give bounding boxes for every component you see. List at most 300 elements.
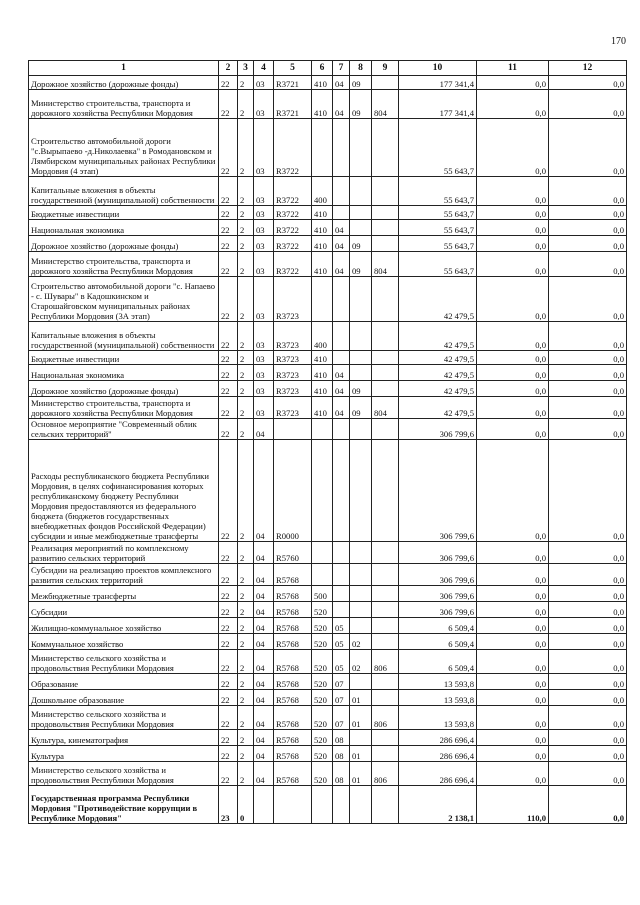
cell-col-expense-type: 520	[312, 762, 333, 786]
cell-col-ministry	[372, 746, 399, 762]
cell-row-name: Бюджетные инвестиции	[29, 351, 219, 365]
cell-col-subsection	[350, 351, 372, 365]
table-row	[29, 786, 627, 824]
cell-col-expense-type: 410	[312, 252, 333, 277]
cell-col-subprogram: 2	[238, 762, 254, 786]
cell-col-ministry	[372, 322, 399, 351]
cell-amount-2022: 0,0	[477, 618, 549, 634]
column-header: 12	[549, 61, 627, 76]
cell-col-subsection	[350, 419, 372, 440]
cell-col-section: 04	[333, 365, 350, 381]
cell-amount-2021: 13 593,8	[399, 690, 477, 706]
cell-col-subprogram: 2	[238, 586, 254, 602]
cell-col-subsection	[350, 564, 372, 586]
cell-col-program: 22	[219, 542, 238, 564]
cell-col-event: 03	[254, 322, 274, 351]
cell-col-expense-type: 410	[312, 76, 333, 90]
cell-col-section: 05	[333, 618, 350, 634]
cell-col-ministry	[372, 119, 399, 177]
cell-col-event: 04	[254, 746, 274, 762]
cell-col-expense-type: 520	[312, 730, 333, 746]
cell-col-subprogram: 2	[238, 650, 254, 674]
cell-col-program: 22	[219, 381, 238, 397]
cell-col-section	[333, 542, 350, 564]
cell-col-subprogram: 2	[238, 542, 254, 564]
cell-col-ministry	[372, 564, 399, 586]
cell-col-subprogram: 2	[238, 351, 254, 365]
cell-amount-2022: 110,0	[477, 786, 549, 824]
cell-col-ministry: 804	[372, 90, 399, 119]
cell-col-subprogram: 2	[238, 419, 254, 440]
cell-col-event: 04	[254, 674, 274, 690]
cell-col-section: 07	[333, 706, 350, 730]
cell-col-expense-type: 410	[312, 90, 333, 119]
cell-col-subsection: 09	[350, 90, 372, 119]
cell-col-expense-type: 410	[312, 351, 333, 365]
cell-col-event: 04	[254, 586, 274, 602]
cell-col-subprogram: 2	[238, 564, 254, 586]
cell-amount-2021: 42 479,5	[399, 365, 477, 381]
cell-amount-2021: 42 479,5	[399, 322, 477, 351]
cell-amount-2023: 0,0	[549, 90, 627, 119]
cell-col-ministry	[372, 618, 399, 634]
cell-amount-2023: 0,0	[549, 690, 627, 706]
cell-amount-2022: 0,0	[477, 365, 549, 381]
cell-row-name: Строительство автомобильной дороги "с.Вырыпаево -д.Николаевка" в Ромодановском и Лямбирском муниципальных районах Республики Мордовия (4 этап)	[29, 119, 219, 177]
table-row	[29, 220, 627, 236]
cell-col-expense-type	[312, 786, 333, 824]
cell-col-ministry	[372, 602, 399, 618]
cell-col-subsection	[350, 365, 372, 381]
table-row	[29, 542, 627, 564]
table-row	[29, 381, 627, 397]
cell-amount-2021: 55 643,7	[399, 252, 477, 277]
cell-amount-2022: 0,0	[477, 674, 549, 690]
cell-col-subsection	[350, 674, 372, 690]
cell-amount-2021: 6 509,4	[399, 634, 477, 650]
cell-col-program: 22	[219, 690, 238, 706]
cell-amount-2021: 42 479,5	[399, 397, 477, 419]
cell-col-subsection: 01	[350, 746, 372, 762]
cell-amount-2022: 0,0	[477, 730, 549, 746]
cell-col-ministry	[372, 690, 399, 706]
cell-col-subprogram: 2	[238, 365, 254, 381]
cell-col-program: 22	[219, 564, 238, 586]
cell-col-subsection	[350, 542, 372, 564]
cell-amount-2023: 0,0	[549, 618, 627, 634]
cell-col-program: 22	[219, 206, 238, 220]
cell-col-subprogram: 2	[238, 690, 254, 706]
cell-col-subsection	[350, 119, 372, 177]
cell-col-ministry	[372, 236, 399, 252]
cell-col-expense-type: 520	[312, 634, 333, 650]
cell-amount-2023: 0,0	[549, 76, 627, 90]
cell-col-subprogram: 2	[238, 746, 254, 762]
table-row	[29, 177, 627, 206]
cell-col-section: 08	[333, 762, 350, 786]
cell-col-event: 04	[254, 564, 274, 586]
cell-row-name: Основное мероприятие "Современный облик сельских территорий"	[29, 419, 219, 440]
table-row	[29, 440, 627, 542]
cell-col-subprogram: 2	[238, 381, 254, 397]
cell-col-event: 04	[254, 730, 274, 746]
cell-col-event: 03	[254, 351, 274, 365]
cell-amount-2022: 0,0	[477, 586, 549, 602]
cell-row-name: Министерство строительства, транспорта и дорожного хозяйства Республики Мордовия	[29, 397, 219, 419]
cell-amount-2021: 286 696,4	[399, 762, 477, 786]
table-row	[29, 674, 627, 690]
cell-col-direction: R3721	[274, 90, 312, 119]
table-row	[29, 322, 627, 351]
cell-amount-2021: 13 593,8	[399, 674, 477, 690]
cell-col-direction: R5768	[274, 746, 312, 762]
cell-col-section: 04	[333, 397, 350, 419]
cell-amount-2022: 0,0	[477, 762, 549, 786]
cell-col-subsection	[350, 618, 372, 634]
cell-col-event: 04	[254, 650, 274, 674]
cell-amount-2022: 0,0	[477, 602, 549, 618]
cell-amount-2021: 306 799,6	[399, 564, 477, 586]
cell-col-direction: R3722	[274, 220, 312, 236]
cell-col-subsection: 09	[350, 252, 372, 277]
cell-col-ministry	[372, 586, 399, 602]
cell-row-name: Субсидии	[29, 602, 219, 618]
cell-col-section	[333, 586, 350, 602]
cell-row-name: Национальная экономика	[29, 220, 219, 236]
table-row	[29, 236, 627, 252]
cell-col-program: 22	[219, 397, 238, 419]
cell-col-event: 04	[254, 440, 274, 542]
cell-col-event: 04	[254, 618, 274, 634]
cell-amount-2023: 0,0	[549, 220, 627, 236]
cell-col-ministry	[372, 277, 399, 322]
cell-col-program: 22	[219, 76, 238, 90]
table-row	[29, 252, 627, 277]
cell-col-event: 03	[254, 277, 274, 322]
cell-amount-2022: 0,0	[477, 220, 549, 236]
cell-amount-2021: 286 696,4	[399, 746, 477, 762]
cell-col-subsection: 09	[350, 236, 372, 252]
column-header: 5	[274, 61, 312, 76]
cell-row-name: Бюджетные инвестиции	[29, 206, 219, 220]
cell-row-name: Министерство сельского хозяйства и продовольствия Республики Мордовия	[29, 650, 219, 674]
cell-col-event: 04	[254, 542, 274, 564]
cell-col-ministry: 804	[372, 252, 399, 277]
cell-col-program: 22	[219, 419, 238, 440]
cell-amount-2021: 42 479,5	[399, 351, 477, 365]
cell-col-subprogram: 2	[238, 397, 254, 419]
cell-col-ministry	[372, 351, 399, 365]
cell-col-direction	[274, 419, 312, 440]
table-row	[29, 730, 627, 746]
cell-amount-2022: 0,0	[477, 90, 549, 119]
cell-col-program: 22	[219, 220, 238, 236]
cell-amount-2023: 0,0	[549, 542, 627, 564]
cell-col-expense-type: 400	[312, 322, 333, 351]
cell-amount-2023: 0,0	[549, 746, 627, 762]
cell-col-direction: R3723	[274, 277, 312, 322]
cell-col-subsection	[350, 220, 372, 236]
cell-col-expense-type	[312, 277, 333, 322]
cell-col-direction: R3722	[274, 119, 312, 177]
cell-col-subsection: 09	[350, 381, 372, 397]
cell-col-expense-type	[312, 119, 333, 177]
cell-col-section	[333, 277, 350, 322]
cell-col-subsection	[350, 322, 372, 351]
cell-col-direction: R3722	[274, 252, 312, 277]
cell-col-expense-type: 410	[312, 397, 333, 419]
cell-col-expense-type: 500	[312, 586, 333, 602]
cell-col-direction: R5768	[274, 690, 312, 706]
table-row	[29, 397, 627, 419]
cell-row-name: Капитальные вложения в объекты государственной (муниципальной) собственности	[29, 177, 219, 206]
table-row	[29, 762, 627, 786]
cell-amount-2022: 0,0	[477, 746, 549, 762]
cell-col-program: 22	[219, 618, 238, 634]
cell-amount-2023: 0,0	[549, 440, 627, 542]
cell-col-program: 22	[219, 730, 238, 746]
cell-amount-2022: 0,0	[477, 650, 549, 674]
cell-col-ministry	[372, 786, 399, 824]
cell-col-section: 04	[333, 236, 350, 252]
cell-amount-2023: 0,0	[549, 397, 627, 419]
cell-row-name: Строительство автомобильной дороги "с. Напаево - с. Шувары" в Кадошкинском и Старошайговском муниципальных районах Республики Мордовия (3А этап)	[29, 277, 219, 322]
cell-amount-2021: 306 799,6	[399, 586, 477, 602]
cell-amount-2023: 0,0	[549, 351, 627, 365]
cell-col-subprogram: 2	[238, 119, 254, 177]
cell-col-subsection	[350, 206, 372, 220]
cell-col-ministry	[372, 381, 399, 397]
cell-amount-2022: 0,0	[477, 322, 549, 351]
cell-amount-2023: 0,0	[549, 277, 627, 322]
cell-amount-2021: 55 643,7	[399, 220, 477, 236]
cell-col-subsection	[350, 440, 372, 542]
cell-col-subsection	[350, 177, 372, 206]
cell-amount-2022: 0,0	[477, 440, 549, 542]
cell-col-event: 04	[254, 706, 274, 730]
cell-col-expense-type	[312, 542, 333, 564]
column-header: 2	[219, 61, 238, 76]
cell-col-subsection	[350, 602, 372, 618]
cell-col-event: 03	[254, 76, 274, 90]
cell-col-program: 22	[219, 322, 238, 351]
cell-col-section: 04	[333, 76, 350, 90]
cell-col-expense-type: 520	[312, 602, 333, 618]
cell-col-event: 04	[254, 419, 274, 440]
cell-amount-2022: 0,0	[477, 76, 549, 90]
cell-row-name: Культура	[29, 746, 219, 762]
column-header: 4	[254, 61, 274, 76]
cell-col-section	[333, 351, 350, 365]
cell-amount-2022: 0,0	[477, 542, 549, 564]
cell-col-direction: R5768	[274, 586, 312, 602]
cell-col-event	[254, 786, 274, 824]
cell-amount-2022: 0,0	[477, 397, 549, 419]
cell-col-program: 22	[219, 119, 238, 177]
cell-col-subprogram: 0	[238, 786, 254, 824]
cell-col-ministry	[372, 542, 399, 564]
table-body	[29, 76, 627, 824]
cell-col-subprogram: 2	[238, 730, 254, 746]
cell-amount-2023: 0,0	[549, 586, 627, 602]
cell-col-subprogram: 2	[238, 322, 254, 351]
table-row	[29, 119, 627, 177]
cell-col-program: 22	[219, 746, 238, 762]
cell-col-direction: R5768	[274, 650, 312, 674]
cell-amount-2021: 42 479,5	[399, 381, 477, 397]
cell-amount-2021: 306 799,6	[399, 419, 477, 440]
cell-col-direction: R5768	[274, 706, 312, 730]
cell-row-name: Межбюджетные трансферты	[29, 586, 219, 602]
cell-col-subsection: 02	[350, 634, 372, 650]
table-row	[29, 634, 627, 650]
cell-amount-2022: 0,0	[477, 206, 549, 220]
cell-amount-2023: 0,0	[549, 322, 627, 351]
cell-col-subsection	[350, 586, 372, 602]
table-row	[29, 277, 627, 322]
cell-col-program: 22	[219, 762, 238, 786]
cell-amount-2021: 55 643,7	[399, 236, 477, 252]
cell-col-event: 03	[254, 252, 274, 277]
cell-amount-2023: 0,0	[549, 602, 627, 618]
cell-col-subprogram: 2	[238, 220, 254, 236]
column-header: 3	[238, 61, 254, 76]
cell-col-direction: R3723	[274, 381, 312, 397]
cell-col-direction: R5768	[274, 564, 312, 586]
cell-col-subsection: 01	[350, 706, 372, 730]
header-row	[29, 61, 627, 76]
budget-table	[28, 60, 627, 824]
cell-col-program: 22	[219, 602, 238, 618]
cell-row-name: Дорожное хозяйство (дорожные фонды)	[29, 236, 219, 252]
cell-amount-2023: 0,0	[549, 706, 627, 730]
cell-amount-2023: 0,0	[549, 650, 627, 674]
cell-col-expense-type: 520	[312, 706, 333, 730]
cell-col-expense-type: 400	[312, 177, 333, 206]
cell-col-expense-type	[312, 419, 333, 440]
cell-col-expense-type: 410	[312, 365, 333, 381]
column-header: 11	[477, 61, 549, 76]
table-row	[29, 206, 627, 220]
cell-col-program: 22	[219, 236, 238, 252]
cell-row-name: Субсидии на реализацию проектов комплексного развития сельских территорий	[29, 564, 219, 586]
column-header: 10	[399, 61, 477, 76]
page-number: 170	[611, 36, 626, 47]
cell-col-section: 04	[333, 252, 350, 277]
cell-amount-2022: 0,0	[477, 690, 549, 706]
cell-col-direction: R3723	[274, 351, 312, 365]
cell-col-section: 05	[333, 650, 350, 674]
cell-amount-2023: 0,0	[549, 634, 627, 650]
table-row	[29, 650, 627, 674]
table-row	[29, 564, 627, 586]
cell-col-ministry	[372, 206, 399, 220]
cell-amount-2023: 0,0	[549, 252, 627, 277]
cell-col-ministry: 806	[372, 650, 399, 674]
cell-col-subprogram: 2	[238, 674, 254, 690]
cell-col-ministry	[372, 177, 399, 206]
cell-col-program: 22	[219, 252, 238, 277]
cell-col-ministry	[372, 365, 399, 381]
cell-amount-2022: 0,0	[477, 351, 549, 365]
cell-col-event: 03	[254, 236, 274, 252]
cell-col-program: 22	[219, 365, 238, 381]
cell-col-direction	[274, 786, 312, 824]
cell-col-program: 23	[219, 786, 238, 824]
cell-col-section	[333, 602, 350, 618]
cell-col-event: 03	[254, 381, 274, 397]
cell-col-subprogram: 2	[238, 277, 254, 322]
cell-row-name: Национальная экономика	[29, 365, 219, 381]
table-row	[29, 365, 627, 381]
cell-col-section	[333, 177, 350, 206]
cell-amount-2023: 0,0	[549, 786, 627, 824]
cell-amount-2023: 0,0	[549, 206, 627, 220]
cell-col-expense-type: 520	[312, 746, 333, 762]
cell-col-subsection: 01	[350, 690, 372, 706]
cell-col-section	[333, 206, 350, 220]
cell-amount-2021: 55 643,7	[399, 119, 477, 177]
cell-row-name: Министерство строительства, транспорта и дорожного хозяйства Республики Мордовия	[29, 90, 219, 119]
cell-row-name: Капитальные вложения в объекты государственной (муниципальной) собственности	[29, 322, 219, 351]
cell-col-subprogram: 2	[238, 252, 254, 277]
cell-col-event: 04	[254, 690, 274, 706]
cell-col-expense-type: 410	[312, 220, 333, 236]
cell-col-program: 22	[219, 674, 238, 690]
cell-col-subprogram: 2	[238, 206, 254, 220]
cell-col-ministry: 806	[372, 706, 399, 730]
cell-amount-2023: 0,0	[549, 762, 627, 786]
cell-col-section: 05	[333, 634, 350, 650]
cell-amount-2021: 6 509,4	[399, 618, 477, 634]
cell-amount-2021: 306 799,6	[399, 542, 477, 564]
cell-col-expense-type	[312, 440, 333, 542]
column-header: 7	[333, 61, 350, 76]
cell-row-name: Расходы республиканского бюджета Республики Мордовия, в целях софинансирования которых республиканскому бюджету Республики Мордовия предоставляются из федерального бюджета (бюджетов государственных внебюджетных фондов Российской Федерации) субсидии и иные межбюджетные трансферты	[29, 440, 219, 542]
cell-row-name: Образование	[29, 674, 219, 690]
cell-col-direction: R0000	[274, 440, 312, 542]
cell-col-section	[333, 440, 350, 542]
cell-col-program: 22	[219, 650, 238, 674]
table-row	[29, 351, 627, 365]
table-row	[29, 90, 627, 119]
column-header: 6	[312, 61, 333, 76]
cell-col-subprogram: 2	[238, 90, 254, 119]
cell-row-name: Дошкольное образование	[29, 690, 219, 706]
cell-col-section: 04	[333, 90, 350, 119]
cell-col-event: 03	[254, 206, 274, 220]
cell-amount-2021: 55 643,7	[399, 206, 477, 220]
cell-row-name: Дорожное хозяйство (дорожные фонды)	[29, 76, 219, 90]
cell-col-event: 03	[254, 365, 274, 381]
column-header: 1	[29, 61, 219, 76]
cell-col-direction: R3723	[274, 397, 312, 419]
cell-col-subprogram: 2	[238, 634, 254, 650]
cell-col-section	[333, 119, 350, 177]
cell-amount-2023: 0,0	[549, 419, 627, 440]
cell-row-name: Коммунальное хозяйство	[29, 634, 219, 650]
cell-col-program: 22	[219, 634, 238, 650]
cell-row-name: Государственная программа Республики Мордовия "Противодействие коррупции в Республике Мордовия"	[29, 786, 219, 824]
cell-col-subprogram: 2	[238, 440, 254, 542]
cell-col-direction: R3722	[274, 177, 312, 206]
cell-col-event: 04	[254, 602, 274, 618]
cell-amount-2021: 13 593,8	[399, 706, 477, 730]
cell-col-subsection	[350, 277, 372, 322]
cell-amount-2021: 2 138,1	[399, 786, 477, 824]
cell-amount-2023: 0,0	[549, 730, 627, 746]
cell-amount-2022: 0,0	[477, 252, 549, 277]
